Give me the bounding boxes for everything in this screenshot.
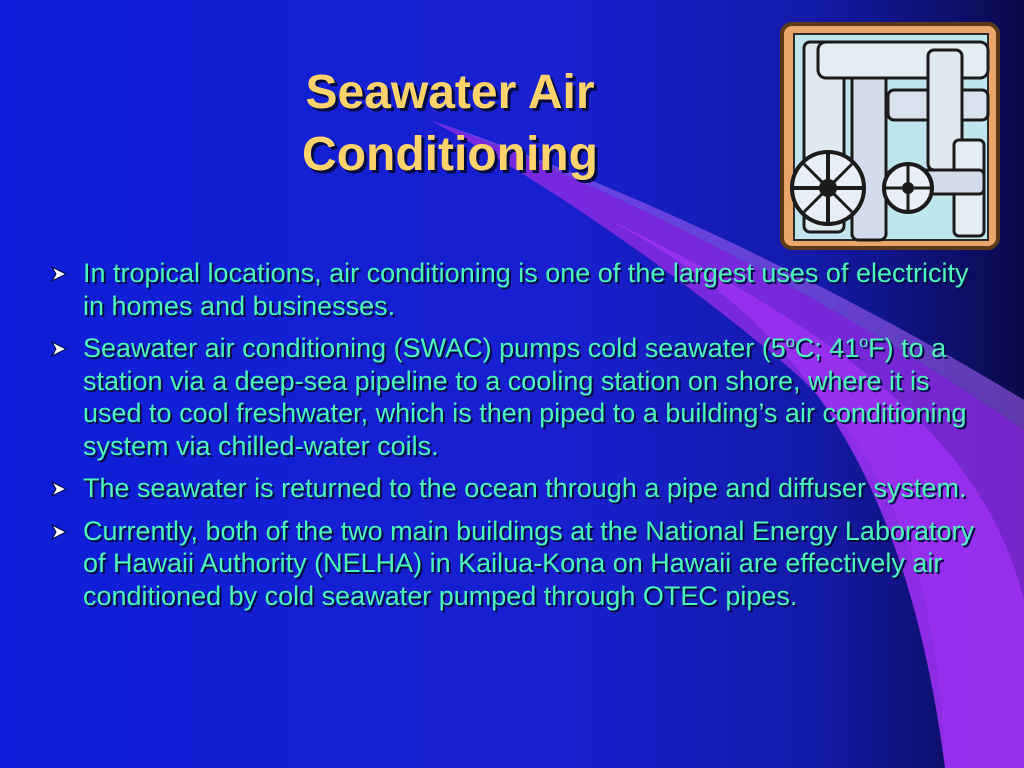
bullet-text-part: C; 41 [794, 333, 860, 363]
title-line-2: Conditioning [302, 128, 598, 181]
degree-superscript: o [785, 334, 795, 351]
arrowhead-bullet-icon [50, 480, 68, 498]
bullet-item [44, 332, 989, 462]
bullet-item [44, 257, 989, 322]
bullet-text: The seawater is returned to the ocean through a pipe and diffuser system. [83, 473, 967, 503]
arrowhead-bullet-icon [50, 340, 68, 358]
bullet-item [44, 515, 989, 613]
arrowhead-bullet-icon [50, 265, 68, 283]
pipes-and-valves-clipart [778, 20, 1002, 252]
bullet-text-part: F) to a station via a deep-sea pipeline to a cooling station on shore, where it is used to cool freshwater, which is then piped to a building’s air conditioning system via chilled-water coils. [83, 333, 967, 461]
title-line-1: Seawater Air [305, 66, 595, 119]
bullet-list [44, 257, 989, 622]
bullet-item [44, 472, 989, 505]
bullet-text: In tropical locations, air conditioning is one of the largest uses of electricity in homes and businesses. [83, 258, 969, 321]
degree-superscript: o [859, 334, 869, 351]
arrowhead-bullet-icon [50, 523, 68, 541]
slide-title [190, 62, 710, 186]
bullet-text: Currently, both of the two main buildings at the National Energy Laboratory of Hawaii Authority (NELHA) in Kailua-Kona on Hawaii are effectively air conditioned by cold seawater pumped through OTEC pipes. [83, 515, 974, 611]
bullet-text-part: Seawater air conditioning (SWAC) pumps cold seawater (5 [83, 333, 786, 363]
